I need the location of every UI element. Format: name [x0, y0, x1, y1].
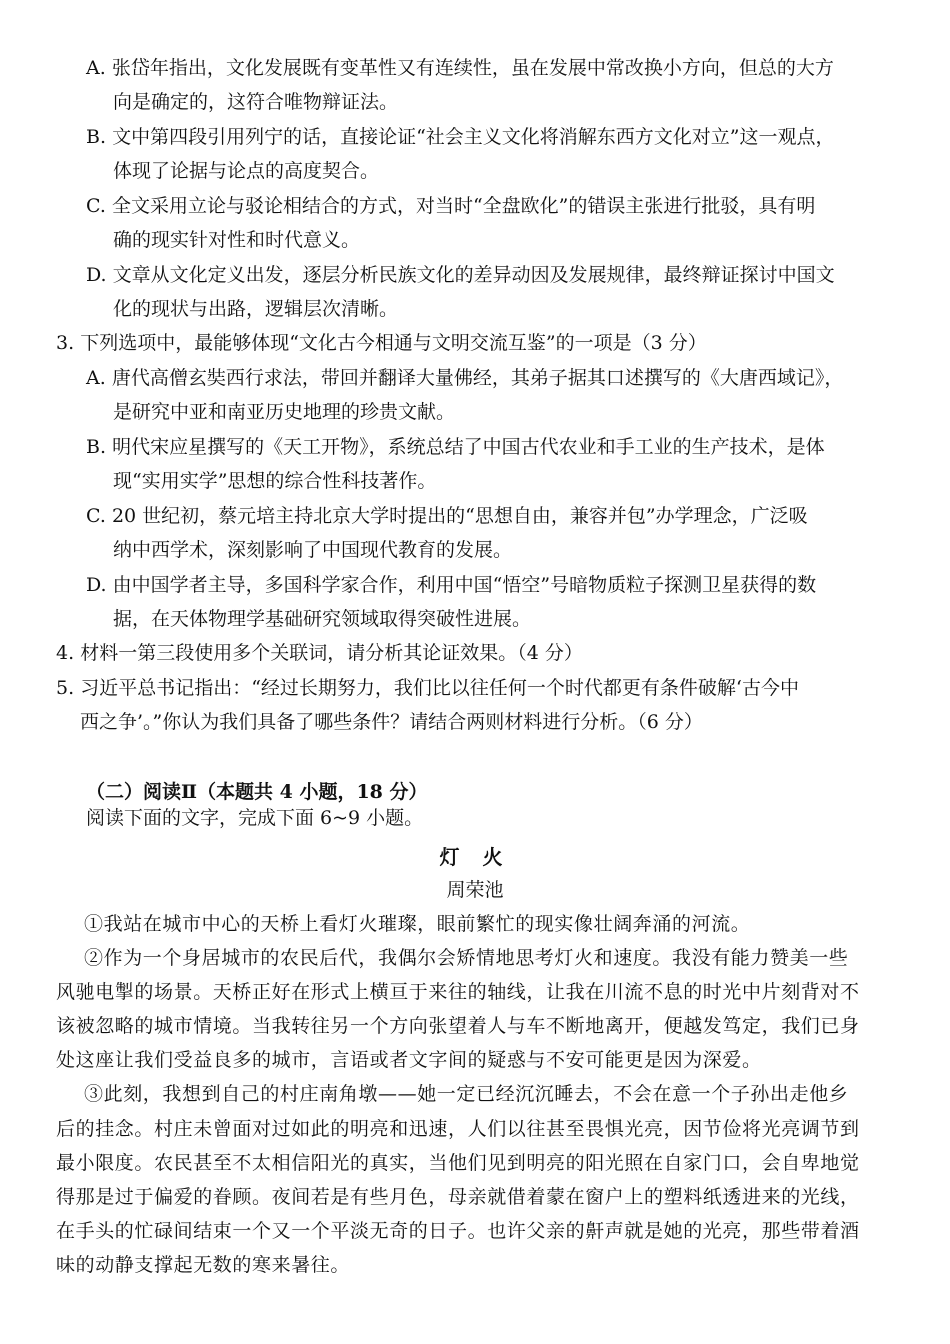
q5-stem-cont: 西之争’。”你认为我们具备了哪些条件？请结合两则材料进行分析。（6 分）: [80, 711, 703, 733]
option-label: B.: [86, 126, 107, 148]
option-text: 明代宋应星撰写的《天工开物》，系统总结了中国古代农业和手工业的生产技术，是体: [112, 436, 825, 458]
q3-option-a-cont: 是研究中亚和南亚历史地理的珍贵文献。: [113, 401, 456, 423]
section-heading: （二）阅读Ⅱ（本题共 4 小题，18 分）: [86, 781, 428, 803]
option-text: 由中国学者主导，多国科学家合作，利用中国“悟空”号暗物质粒子探测卫星获得的数: [112, 574, 817, 596]
option-label: C.: [86, 195, 106, 217]
q3-stem: [56, 331, 707, 355]
story-line: 后的挂念。村庄未曾面对过如此的明亮和迅速，人们以往甚至畏惧光亮，因节俭将光亮调节到: [56, 1118, 860, 1140]
story-line: 得那是过于偏爱的眷顾。夜间若是有些月色，母亲就借着蒙在窗户上的塑料纸透进来的光线，: [56, 1186, 860, 1208]
q5-stem: [56, 676, 799, 700]
q2-option-c: [86, 194, 815, 218]
story-line: 味的动静支撑起无数的寒来暑往。: [56, 1254, 351, 1276]
story-line: 最小限度。农民甚至不太相信阳光的真实，当他们见到明亮的阳光照在自家门口，会自卑地觉: [56, 1152, 860, 1174]
section-instruction: 阅读下面的文字，完成下面 6~9 小题。: [86, 807, 424, 829]
q2-option-d: [86, 263, 835, 287]
option-text: 张岱年指出，文化发展既有变革性又有连续性，虽在发展中常改换小方向，但总的大方: [111, 57, 834, 79]
story-line: 该被忽略的城市情境。当我转往另一个方向张望着人与车不断地离开，便越发笃定，我们已身: [56, 1015, 860, 1037]
q3-option-c-cont: 纳中西学术，深刻影响了中国现代教育的发展。: [113, 539, 513, 561]
option-label: A.: [86, 367, 106, 389]
question-text: 材料一第三段使用多个关联词，请分析其论证效果。（4 分）: [80, 642, 583, 664]
option-label: C.: [86, 505, 106, 527]
story-line: 风驰电掣的场景。天桥正好在形式上横亘于来往的轴线，让我在川流不息的时光中片刻背对不: [56, 981, 860, 1003]
option-label: D.: [86, 574, 107, 596]
option-label: D.: [86, 264, 107, 286]
q4-stem: [56, 641, 583, 665]
story-line: 在手头的忙碌间结束一个又一个平淡无奇的日子。也许父亲的鼾声就是她的光亮，那些带着酒: [56, 1220, 860, 1242]
option-text: 文章从文化定义出发，逐层分析民族文化的差异动因及发展规律，最终辩证探讨中国文: [112, 264, 835, 286]
q3-option-a: [86, 366, 843, 390]
story-line: ②作为一个身居城市的农民后代，我偶尔会矫情地思考灯火和速度。我没有能力赞美一些: [84, 947, 849, 969]
q3-option-b: [86, 435, 825, 459]
q3-option-d: [86, 573, 816, 597]
q3-option-c: [86, 504, 808, 528]
q3-option-b-cont: 现“实用实学”思想的综合性科技著作。: [113, 470, 437, 492]
option-text: 20 世纪初，蔡元培主持北京大学时提出的“思想自由，兼容并包”办学理念，广泛吸: [111, 505, 808, 527]
option-text: 文中第四段引用列宁的话，直接论证“社会主义文化将消解东西方文化对立”这一观点，: [112, 126, 835, 148]
story-author: 周荣池: [446, 879, 504, 901]
option-text: 唐代高僧玄奘西行求法，带回并翻译大量佛经，其弟子据其口述撰写的《大唐西域记》，: [111, 367, 844, 389]
story-line: ③此刻，我想到自己的村庄南角墩——她一定已经沉沉睡去，不会在意一个子孙出走他乡: [84, 1083, 849, 1105]
story-line: ①我站在城市中心的天桥上看灯火璀璨，眼前繁忙的现实像壮阔奔涌的河流。: [84, 913, 751, 935]
q2-option-b: [86, 125, 835, 149]
question-number: 3.: [56, 332, 75, 354]
question-number: 5.: [56, 677, 75, 699]
q2-option-c-cont: 确的现实针对性和时代意义。: [113, 229, 361, 251]
story-title: 灯 火: [439, 845, 511, 869]
q2-option-d-cont: 化的现状与出路，逻辑层次清晰。: [113, 298, 399, 320]
option-label: B.: [86, 436, 107, 458]
q2-option-a: [86, 56, 834, 80]
option-label: A.: [86, 57, 106, 79]
q3-option-d-cont: 据，在天体物理学基础研究领域取得突破性进展。: [113, 608, 532, 630]
q2-option-a-cont: 向是确定的，这符合唯物辩证法。: [113, 91, 399, 113]
q2-option-b-cont: 体现了论据与论点的高度契合。: [113, 160, 380, 182]
option-text: 全文采用立论与驳论相结合的方式，对当时“全盘欧化”的错误主张进行批驳，具有明: [111, 195, 816, 217]
question-text: 习近平总书记指出：“经过长期努力，我们比以往任何一个时代都更有条件破解‘古今中: [80, 677, 799, 699]
question-number: 4.: [56, 642, 75, 664]
story-line: 处这座让我们受益良多的城市，言语或者文字间的疑惑与不安可能更是因为深爱。: [56, 1049, 762, 1071]
question-text: 下列选项中，最能够体现“文化古今相通与文明交流互鉴”的一项是（3 分）: [80, 332, 707, 354]
